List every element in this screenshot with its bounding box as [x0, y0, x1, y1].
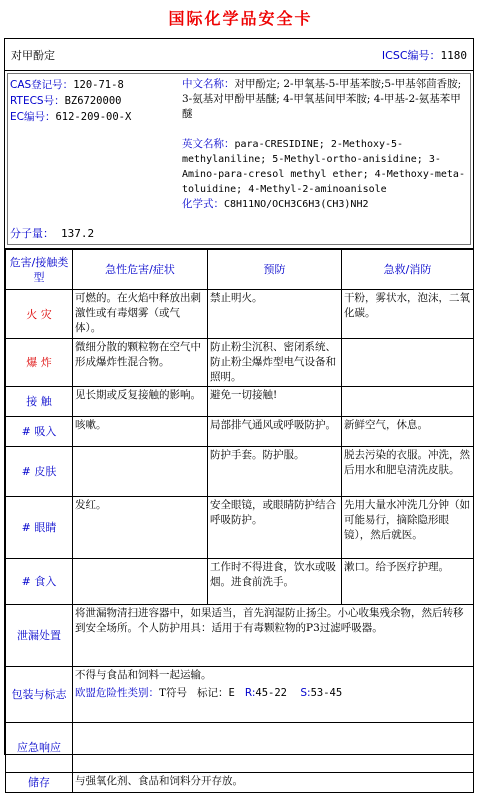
table-row [6, 339, 474, 387]
row-prevention: 工作时不得进食，饮水或吸烟。进食前洗手。 [208, 559, 342, 605]
s-value: 53-45 [310, 687, 343, 699]
row-symptoms: 微细分散的颗粒物在空气中形成爆炸性混合物。 [73, 339, 208, 387]
cas-value: 120-71-8 [73, 79, 124, 91]
row-first-aid: 脱去污染的衣服。冲洗，然后用水和肥皂清洗皮肤。 [342, 447, 474, 497]
packaging-content [73, 667, 474, 723]
row-symptoms: 发红。 [73, 497, 208, 559]
table-row [6, 447, 474, 497]
row-type-explosion: 爆 炸 [6, 339, 73, 387]
formula-value: C8H11NO/OCH3C6H3(CH3)NH2 [224, 199, 369, 210]
row-symptoms: 见长期或反复接触的影响。 [73, 387, 208, 417]
row-type-skin: # 皮肤 [6, 447, 73, 497]
chinese-name-value: 对甲酚定; 2-甲氧基-5-甲基苯胺;5-甲基邻茴香胺; 3-氨基对甲酚甲基醚; 4-甲氧基间甲苯胺; 4-甲基-2-氨基苯甲醚 [182, 78, 462, 120]
formula-label: 化学式： [182, 198, 224, 210]
rtecs-label: RTECS号： [10, 95, 65, 107]
registry-ids [10, 77, 131, 125]
hazard-table [5, 249, 474, 793]
icsc-value: 1180 [440, 49, 467, 62]
packaging-label: 包装与标志 [6, 667, 73, 723]
r-label: R: [244, 687, 256, 699]
icsc-label: ICSC编号： [381, 49, 441, 62]
storage-row [6, 773, 474, 793]
spill-row [6, 605, 474, 667]
page-title: 国际化学品安全卡 [168, 9, 313, 28]
name-row [5, 39, 473, 71]
row-type-inhalation: # 吸入 [6, 417, 73, 447]
row-first-aid: 先用大量水冲洗几分钟（如可能易行，摘除隐形眼镜），然后就医。 [342, 497, 474, 559]
row-prevention: 安全眼镜，或眼睛防护结合呼吸防护。 [208, 497, 342, 559]
emergency-label: 应急响应 [6, 723, 73, 773]
cas-label: CAS登记号： [10, 79, 74, 91]
header-symptoms: 急性危害/症状 [73, 250, 208, 290]
packaging-line2 [75, 686, 471, 701]
mw-label: 分子量： [10, 227, 54, 240]
s-label: S: [300, 687, 311, 699]
spill-text: 将泄漏物清扫进容器中，如果适当，首先润湿防止扬尘。小心收集残余物，然后转移到安全场所。个人防护用具：适用于有毒颗粒物的P3过滤呼吸器。 [73, 605, 474, 667]
row-type-ingestion: # 食入 [6, 559, 73, 605]
row-prevention: 防护手套。防护服。 [208, 447, 342, 497]
storage-text: 与强氧化剂、食品和饲料分开存放。 [73, 773, 474, 793]
eu-class-label: 欧盟危险性类别： [75, 687, 159, 699]
row-symptoms: 咳嗽。 [73, 417, 208, 447]
row-type-contact: 接 触 [6, 387, 73, 417]
emergency-row [6, 723, 474, 773]
mw-value: 137.2 [61, 227, 95, 240]
table-row [6, 497, 474, 559]
table-row [6, 387, 474, 417]
r-value: 45-22 [255, 687, 287, 699]
row-symptoms: 可燃的。在火焰中释放出刺激性或有毒烟雾（或气体）。 [73, 290, 208, 339]
storage-label: 储存 [6, 773, 73, 793]
eu-symbol: T符号 [159, 687, 188, 699]
header-prevention: 预防 [208, 250, 342, 290]
header-type: 危害/接触类型 [6, 250, 73, 290]
row-first-aid [342, 339, 474, 387]
row-prevention: 局部排气通风或呼吸防护。 [208, 417, 342, 447]
row-prevention: 禁止明火。 [208, 290, 342, 339]
row-prevention: 避免一切接触! [208, 387, 342, 417]
chinese-name-label: 中文名称： [182, 78, 235, 90]
row-first-aid: 新鲜空气，休息。 [342, 417, 474, 447]
emergency-text [73, 723, 474, 773]
hazard-table-header [6, 250, 474, 290]
ec-label: EC编号： [10, 111, 56, 123]
spill-label: 泄漏处置 [6, 605, 73, 667]
english-name-label: 英文名称： [182, 138, 235, 150]
table-row [6, 290, 474, 339]
rtecs-value: BZ6720000 [64, 95, 122, 107]
row-symptoms [73, 447, 208, 497]
packaging-line1: 不得与食品和饲料一起运输。 [75, 669, 212, 681]
row-first-aid [342, 387, 474, 417]
safety-card [4, 38, 474, 789]
packaging-row [6, 667, 474, 723]
chemical-name: 对甲酚定 [11, 49, 55, 62]
identification-box [7, 73, 471, 245]
mark-value: E [228, 687, 235, 699]
row-first-aid: 干粉，雾状水，泡沫，二氧化碳。 [342, 290, 474, 339]
molecular-weight [10, 225, 94, 241]
identification-section [5, 71, 473, 249]
header-first-aid: 急救/消防 [342, 250, 474, 290]
ec-value: 612-209-00-X [55, 111, 132, 123]
row-prevention: 防止粉尘沉积、密闭系统、防止粉尘爆炸型电气设备和照明。 [208, 339, 342, 387]
row-symptoms [73, 559, 208, 605]
icsc-number [382, 47, 467, 63]
table-row [6, 417, 474, 447]
table-row [6, 559, 474, 605]
english-name-value: para-CRESIDINE; 2-Methoxy-5-methylaniline; 5-Methyl-ortho-anisidine; 3-Amino-para-cresol methyl ether; 4-Methoxy-meta-toluidine; 4-Methyl-2-aminoanisole [182, 139, 465, 195]
row-first-aid: 漱口。给予医疗护理。 [342, 559, 474, 605]
names-block [182, 77, 468, 212]
row-type-fire: 火 灾 [6, 290, 73, 339]
row-type-eyes: # 眼睛 [6, 497, 73, 559]
mark-label: 标记： [197, 687, 229, 699]
